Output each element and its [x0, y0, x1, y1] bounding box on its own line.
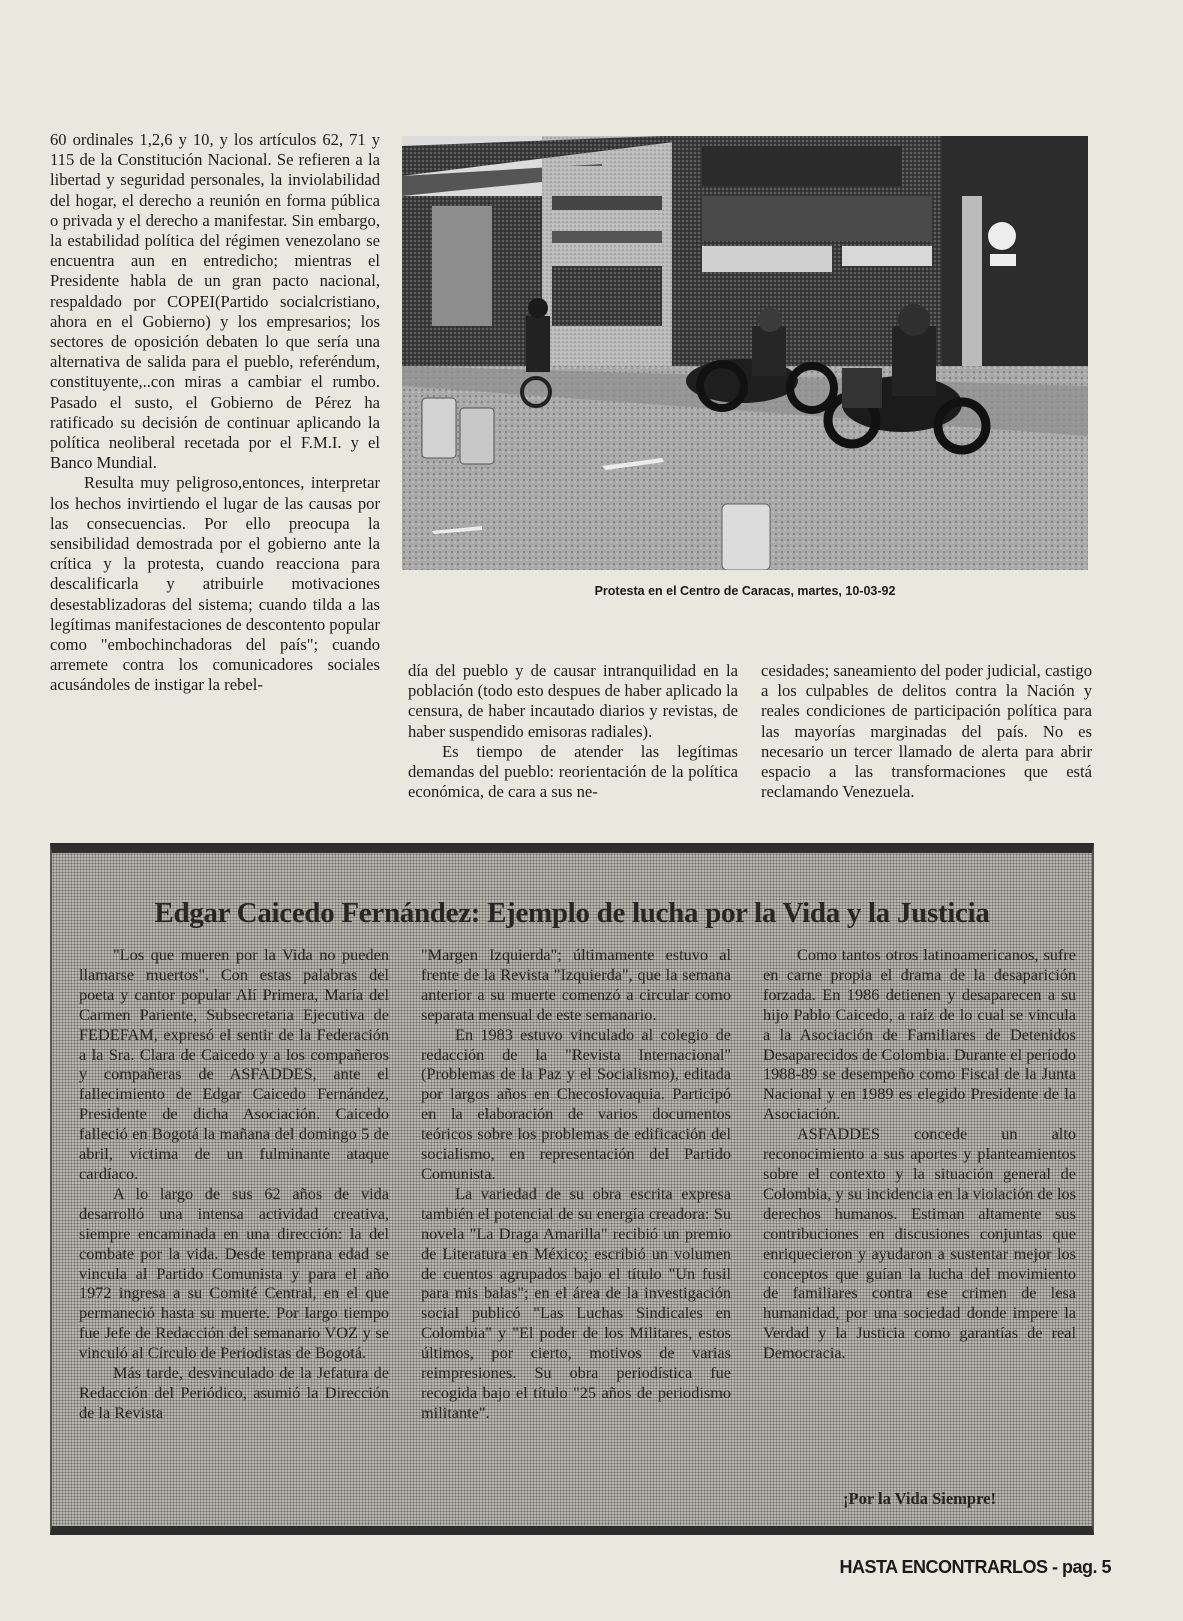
obituary-paragraph: ASFADDES concede un alto reconocimiento a sus aportes y planteamientos sobre el contexto y la situación general de Colombia, y su incidencia en la violación de los derechos humanos. Estiman altamente sus contribuciones en discusiones conjuntas que enriquecieron y ayudaron a sustentar mejor los conceptos que guían la lucha del movimiento de familiares contra ese crimen de lesa humanidad, por una sociedad donde impere la Verdad y la Justicia como garantías de real Democracia. — [763, 1124, 1076, 1363]
article-middle-column — [408, 661, 738, 802]
article-paragraph: Resulta muy peligroso,entonces, interpretar los hechos invirtiendo el lugar de las causas por las consecuencias. Por ello preocupa la sensibilidad demostrada por el gobierno ante la crítica y la protesta, cuando reacciona para descalificarla y atribuirle motivaciones desestablizadoras del sistema; cuando tilda a las legítimas manifestaciones de descontento popular como "embochinchadoras del país"; cuando arremete contra los comunicadores sociales acusándoles de instigar la rebel- — [50, 473, 380, 695]
article-paragraph: Es tiempo de atender las legítimas demandas del pueblo: reorientación de la política económica, de cara a sus ne- — [408, 741, 738, 802]
obituary-paragraph: "Los que mueren por la Vida no pueden llamarse muertos". Con estas palabras del poeta y cantor popular Alí Primera, María del Carmen Pariente, Subsecretaria Ejecutiva de FEDEFAM, expresó el sentir de la Federación a la Sra. Clara de Caicedo y a los compañeros y compañeras de ASFADDES, ante el fallecimiento de Edgar Caicedo Fernández, Presidente de dicha Asociación. Caicedo falleció en Bogotá la mañana del domingo 5 de abril, víctima de un fulminante ataque cardíaco. — [79, 945, 389, 1183]
article-left-column — [50, 130, 380, 696]
obituary-paragraph: "Margen Izquierda"; últimamente estuvo al frente de la Revista "Izquierda", que la semana anterior a su muerte comenzó a circular como separata mensual de este semanario. — [421, 945, 731, 1024]
article-paragraph: 60 ordinales 1,2,6 y 10, y los artículos 62, 71 y 115 de la Constitución Nacional. Se refieren a la libertad y seguridad personales, la inviolabilidad del hogar, el derecho a reunión en forma pública o privada y el derecho a manifestar. Sin embargo, la estabilidad política del régimen venezolano se encuentra aun en entredicho; mientras el Presidente habla de un gran pacto nacional, respaldado por COPEI(Partido socialcristiano, ahora en el Gobierno) y los empresarios; los sectores de oposición debaten lo que sería una alternativa de salida para el pueblo, referéndum, constituyente,..con miras a cambiar el rumbo. Pasado el susto, el Gobierno de Pérez ha ratificado su decisión de continuar aplicando la política neoliberal recetada por el F.M.I. y el Banco Mundial. — [50, 130, 380, 473]
photo-caption: Protesta en el Centro de Caracas, martes, 10-03-92 — [594, 584, 896, 598]
obituary-box — [50, 843, 1094, 1535]
protest-photo — [402, 136, 1088, 570]
article-paragraph: día del pueblo y de causar intranquilidad en la población (todo esto despues de haber aplicado la censura, de haber incautado diarios y revistas, de haber suspendido emisoras radiales). — [408, 661, 738, 741]
article-right-column — [761, 661, 1092, 802]
obituary-column-2 — [421, 945, 731, 1423]
page-footer: HASTA ENCONTRARLOS - pag. 5 — [839, 1557, 1111, 1577]
obituary-title: Edgar Caicedo Fernández: Ejemplo de lucha por la Vida y la Justicia — [154, 897, 990, 929]
article-paragraph: cesidades; saneamiento del poder judicial, castigo a los culpables de delitos contra la Nación y reales condiciones de participación política para las mayorías marginadas del país. No es necesario un tercer llamado de alerta para abrir espacio a las transformaciones que está reclamando Venezuela. — [761, 661, 1092, 802]
obituary-paragraph: A lo largo de sus 62 años de vida desarrolló una intensa actividad creativa, siempre encaminada en una dirección: la del combate por la vida. Desde temprana edad se vincula al Partido Comunista y para el año 1972 ingresa a su Comité Central, en el que permaneció hasta su muerte. Por largo tiempo fue Jefe de Redacción del semanario VOZ y se vinculó al Círculo de Periodistas de Bogotá. — [79, 1183, 389, 1363]
obituary-closing: ¡Por la Vida Siempre! — [843, 1489, 996, 1508]
obituary-paragraph: En 1983 estuvo vinculado al colegio de redacción de la "Revista Internacional" (Problemas de la Paz y el Socialismo), editada por largos años en Checoslovaquia. Participó en la elaboración de varios documentos teóricos sobre los problemas de edificación del socialismo, en representación del Partido Comunista. — [421, 1024, 731, 1183]
obituary-paragraph: Más tarde, desvinculado de la Jefatura de Redacción del Periódico, asumió la Dirección de la Revista — [79, 1363, 389, 1422]
obituary-paragraph: La variedad de su obra escrita expresa también el potencial de su energía creadora: Su novela "La Draga Amarilla" recibió un premio de Literatura en México; escribió un volumen de cuentos agrupados bajo el título "Un fusil para mis balas"; en el área de la investigación social publicó "Las Luchas Sindicales en Colombia" y "El poder de los Militares, estos últimos, por cierto, motivos de varias reimpresiones. Su obra periodística fue recogida bajo el título "25 años de periodismo militante". — [421, 1183, 731, 1422]
obituary-column-1 — [79, 945, 389, 1423]
obituary-paragraph: Como tantos otros latinoamericanos, sufre en carne propia el drama de la desaparición forzada. En 1986 detienen y desaparecen a su hijo Pablo Caicedo, a raíz de lo cual se vincula a la Asociación de Familiares de Detenidos Desaparecidos de Colombia. Durante el período 1988-89 se desempeño como Fiscal de la Junta Nacional y en 1989 es elegido Presidente de la Asociación. — [763, 945, 1076, 1124]
street-scene-image — [402, 136, 1088, 570]
obituary-column-3 — [763, 945, 1076, 1363]
